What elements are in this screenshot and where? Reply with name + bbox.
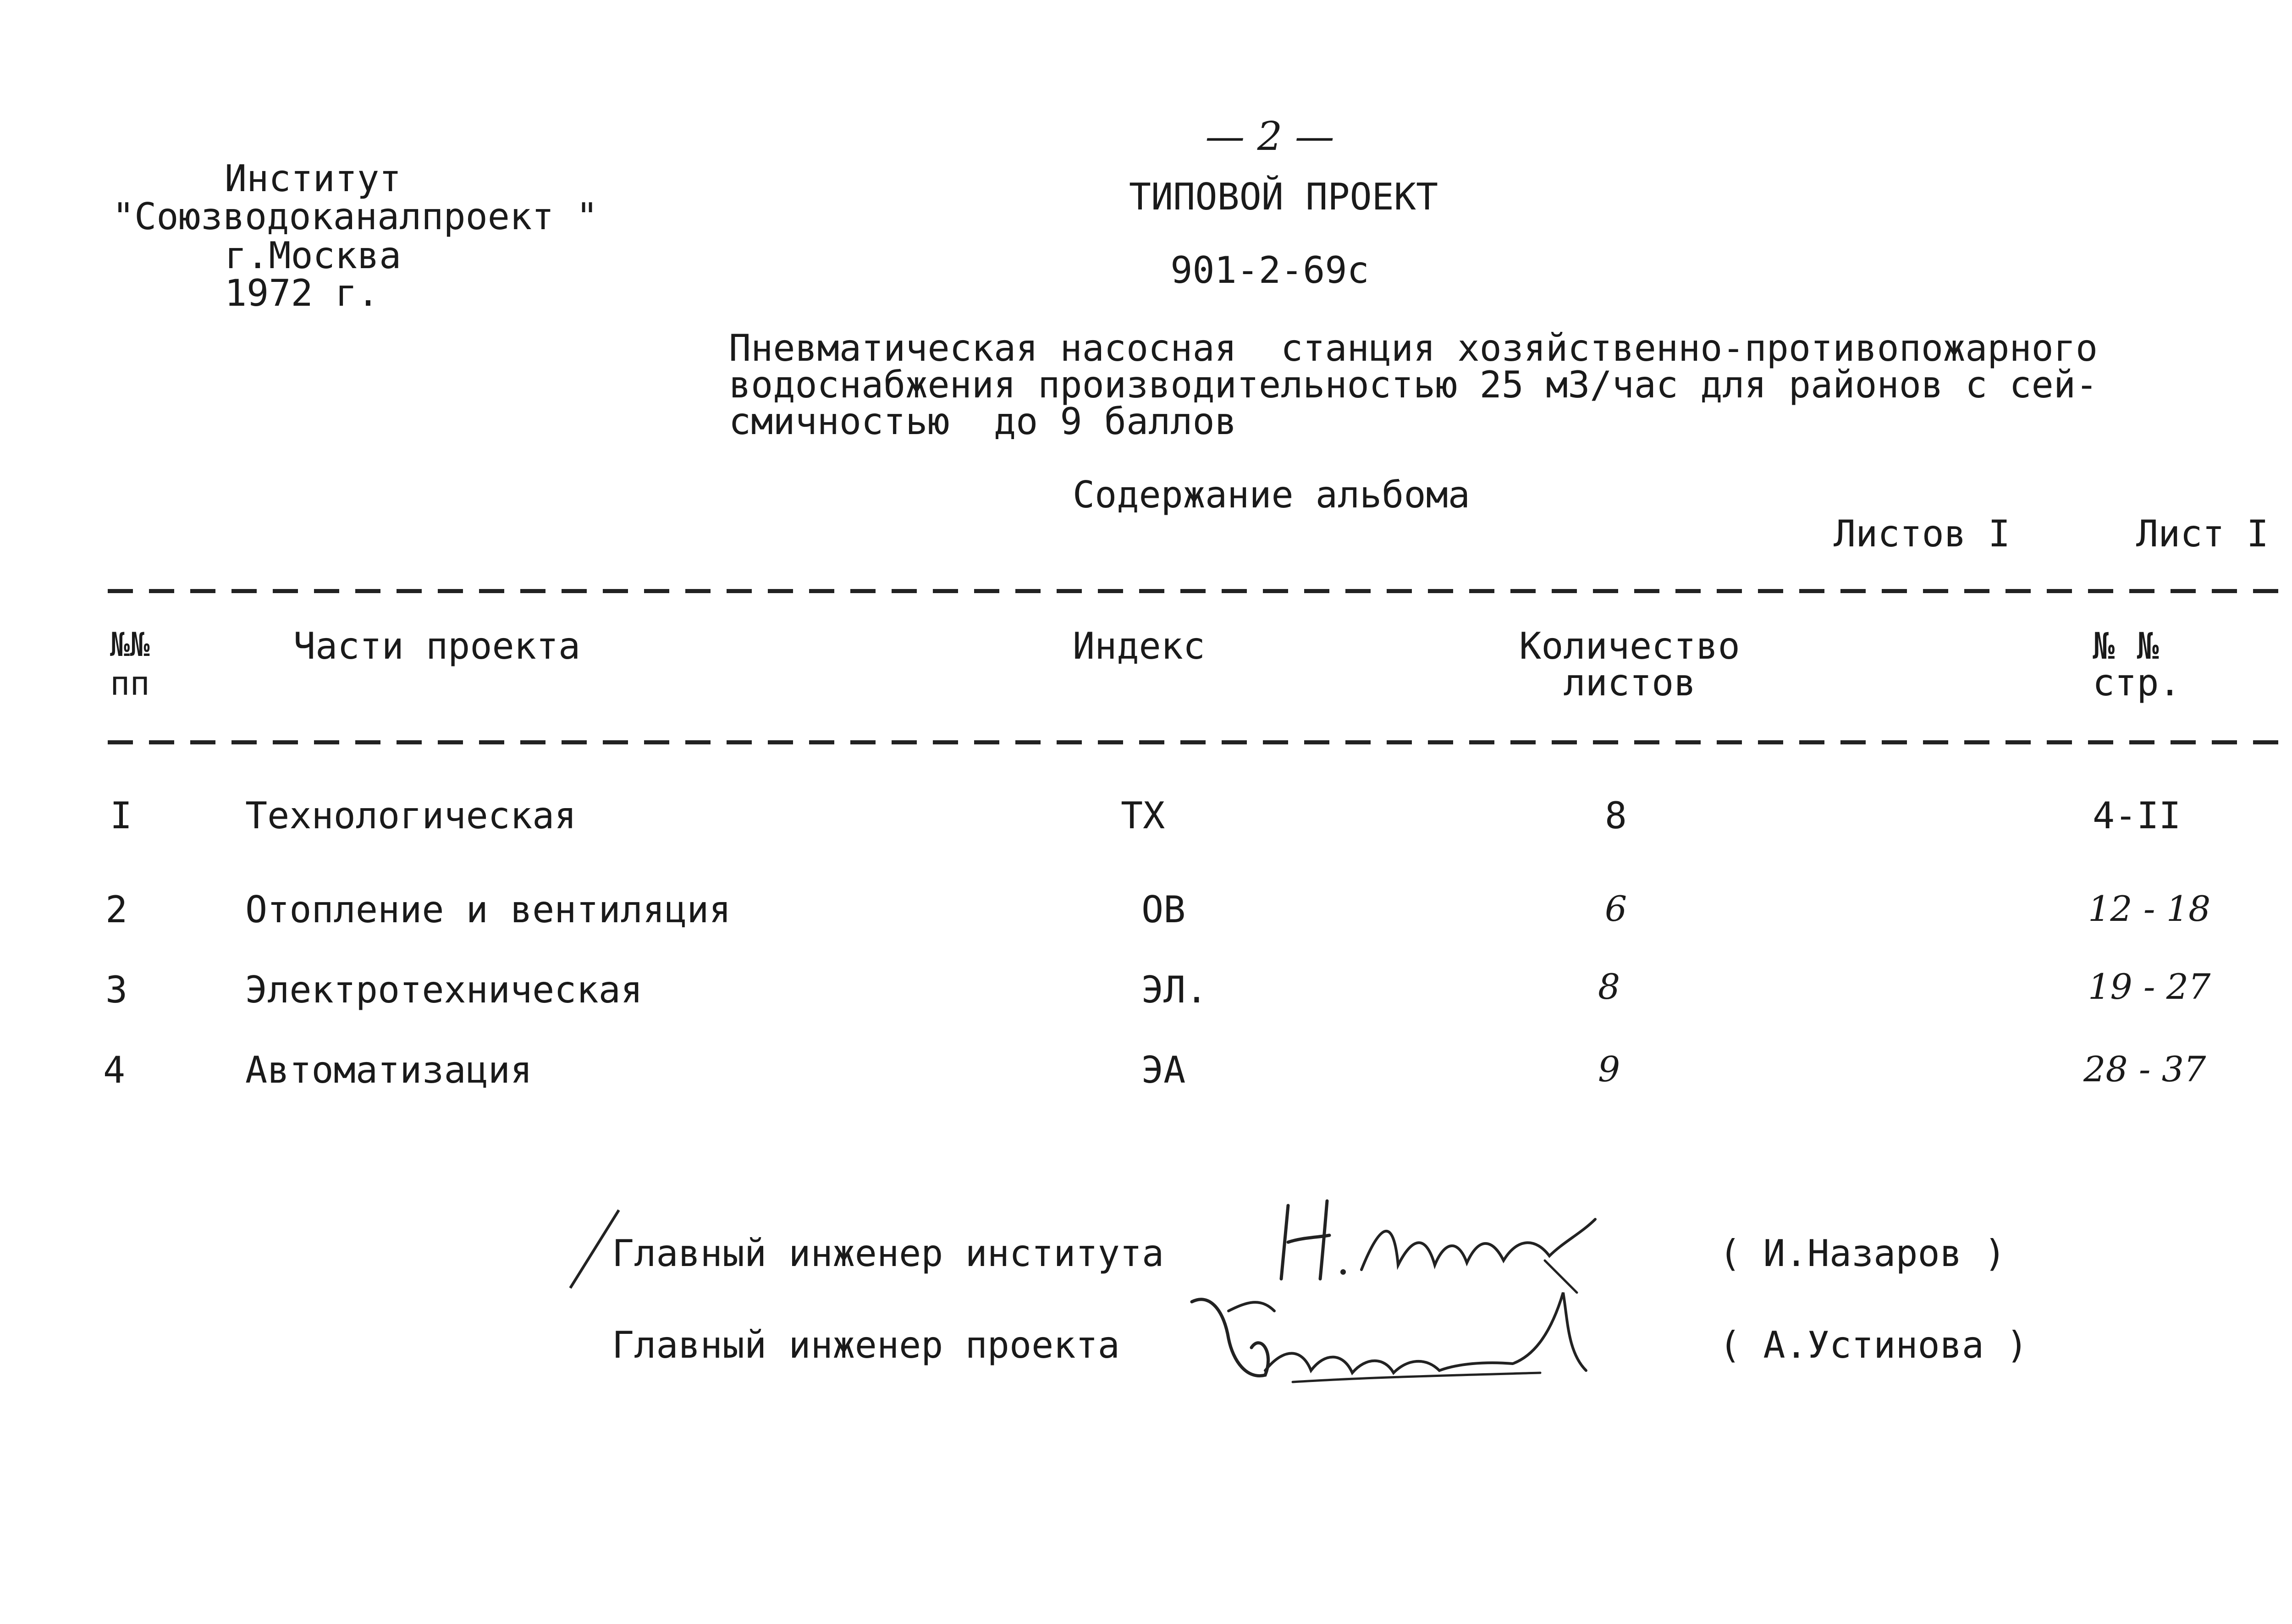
table-row-index: ЭЛ.: [1141, 969, 1208, 1011]
col-header-pages-line1: № №: [2093, 625, 2159, 667]
table-row-pages: 4-II: [2093, 794, 2181, 837]
chief-engineer-institute-name: ( И.Назаров ): [1719, 1232, 2006, 1275]
col-header-count-line2: листов: [1563, 661, 1696, 704]
album-title: Содержание альбома: [1073, 473, 1470, 516]
project-code: 901-2-69с: [1170, 249, 1369, 292]
institute-org: "Союзводоканалпроект ": [112, 195, 598, 238]
table-row-index: ОВ: [1141, 888, 1186, 931]
col-header-num-line2: пп: [110, 664, 150, 703]
table-row-pages: 19 - 27: [2088, 966, 2211, 1007]
project-type: ТИПОВОЙ ПРОЕКТ: [1129, 176, 1438, 218]
table-row-count: 9: [1598, 1049, 1620, 1090]
table-row-index: ТХ: [1121, 794, 1165, 837]
col-header-pages-line2: стр.: [2093, 661, 2181, 704]
table-row-pages: 28 - 37: [2083, 1049, 2206, 1090]
table-header-rule: [108, 740, 2292, 744]
table-row-num: 3: [105, 969, 128, 1011]
table-row-part: Автоматизация: [245, 1049, 533, 1091]
institute-year: 1972 г.: [225, 272, 380, 314]
project-description-line2: водоснабжения производительностью 25 м3/час для районов с сей-: [729, 363, 2098, 406]
institute-city: г.Москва: [225, 234, 402, 277]
col-header-index: Индекс: [1073, 625, 1205, 667]
project-description-line1: Пневматическая насосная станция хозяйственно-противопожарного: [729, 327, 2098, 369]
table-top-rule: [108, 589, 2292, 593]
table-row-part: Технологическая: [245, 794, 577, 837]
table-row-index: ЭА: [1141, 1049, 1186, 1091]
table-row-num: 4: [103, 1049, 126, 1091]
table-row-count: 8: [1598, 966, 1620, 1007]
sheet-number: Лист I: [2136, 512, 2269, 555]
sheets-total: Листов I: [1834, 512, 2011, 555]
table-row-part: Отопление и вентиляция: [245, 888, 731, 931]
table-row-part: Электротехническая: [245, 969, 643, 1011]
signature-ustinova: [1183, 1283, 1604, 1393]
signature-nazarov: [1274, 1187, 1623, 1297]
institute-name: Институт: [225, 157, 402, 200]
chief-engineer-institute-label: Главный инженер института: [612, 1232, 1164, 1275]
chief-engineer-project-name: ( А.Устинова ): [1719, 1324, 2028, 1366]
table-row-num: I: [110, 794, 132, 837]
table-row-num: 2: [105, 888, 128, 931]
project-description-line3: смичностью до 9 баллов: [729, 400, 1237, 443]
table-row-count: 6: [1604, 888, 1627, 929]
table-row-pages: 12 - 18: [2088, 888, 2211, 929]
col-header-num-line1: №№: [110, 625, 150, 664]
page-number: — 2 —: [1205, 114, 1334, 160]
chief-engineer-project-label: Главный инженер проекта: [612, 1324, 1120, 1366]
col-header-count-line1: Количество: [1519, 625, 1740, 667]
table-row-count: 8: [1604, 794, 1627, 837]
col-header-part: Части проекта: [293, 625, 581, 667]
